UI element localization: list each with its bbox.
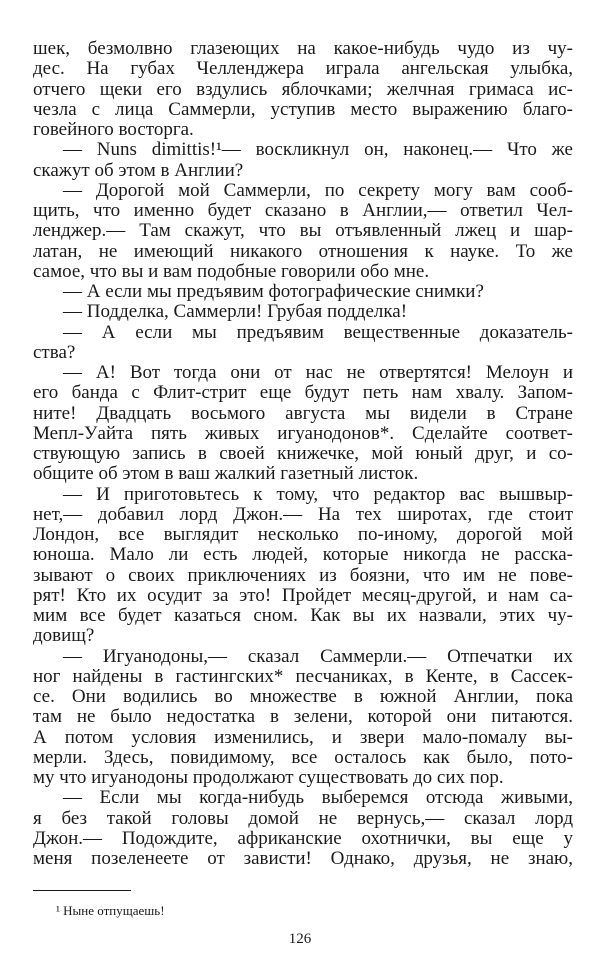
text-line: Джон.— Подождите, африканские охотнички, вы еще у: [33, 828, 573, 849]
text-line: говейного восторга.: [33, 120, 194, 140]
text-line: ствующую запись в своей книжечке, мой юный друг, и со-: [33, 444, 573, 464]
text-line: латан, не имеющий никакого отношения к науке. То же: [33, 241, 573, 262]
text-line: отчего щеки его вздулись яблочками; желчная гримаса ис-: [33, 79, 573, 100]
page-number: 126: [288, 931, 312, 947]
text-line: шек, безмолвно глазеющих на какое-нибудь чудо из чу-: [33, 39, 573, 59]
text-line: — А! Вот тогда они от нас не отвертятся! Мелоун и: [63, 363, 573, 383]
text-line: — Подделка, Саммерли! Грубая подделка!: [63, 302, 408, 323]
text-line: меня позеленеете от зависти! Однако, друзья, не знаю,: [33, 849, 573, 869]
text-line: ства?: [33, 342, 76, 363]
text-line: довищ?: [33, 626, 95, 647]
text-line: чезла с лица Саммерли, уступив место выражению благо-: [33, 99, 573, 120]
text-line: — А если мы предъявим вещественные доказатель-: [63, 322, 573, 343]
text-line: общите об этом в ваш жалкий газетный листок.: [33, 464, 419, 485]
text-line: — А если мы предъявим фотографические снимки?: [63, 282, 484, 302]
text-line: — Nuns dimittis!¹— воскликнул он, наконец.— Что же: [63, 140, 573, 161]
text-line: мерли. Здесь, повидимому, все осталось как было, пото-: [33, 747, 573, 768]
text-line: се. Они водились во множестве в южной Англии, пока: [33, 687, 573, 707]
body-text: [33, 39, 573, 869]
text-line: рят! Кто их осудит за это! Пройдет месяц-другой, и нам са-: [33, 585, 573, 606]
text-line: щить, что именно будет сказано в Англии,— ответил Чел-: [33, 201, 573, 221]
text-line: я без такой головы домой не вернусь,— сказал лорд: [33, 808, 573, 829]
text-line: юноша. Мало ли есть людей, которые никогда не расска-: [33, 545, 573, 566]
text-line: — Если мы когда-нибудь выберемся отсюда живыми,: [63, 788, 573, 809]
text-line: там не было недостатка в зелени, которой они питаются.: [33, 707, 573, 728]
text-line: Мепл-Уайта пять живых игуанодонов*. Сделайте соответ-: [33, 423, 573, 444]
text-line: ните! Двадцать восьмого августа мы видели в Стране: [33, 403, 573, 424]
text-line: Лондон, все выглядит несколько по-иному, дорогой мой: [33, 525, 573, 545]
text-line: А потом условия изменились, и звери мало-помалу вы-: [33, 727, 573, 748]
text-line: его банда с Флит-стрит еще будут петь нам хвалу. Запом-: [33, 383, 573, 404]
text-line: му что игуанодоны продолжают существовать до сих пор.: [33, 768, 504, 788]
text-line: самое, что вы и вам подобные говорили обо мне.: [33, 261, 430, 282]
text-line: — Дорогой мой Саммерли, по секрету могу вам сооб-: [63, 180, 573, 201]
text-line: — И приготовьтесь к тому, что редактор вас вышвыр-: [63, 484, 573, 505]
text-line: нет,— добавил лорд Джон.— На тех широтах, где стоит: [33, 504, 573, 525]
text-line: мим все будет казаться сном. Как вы их назвали, этих чу-: [33, 606, 573, 626]
text-line: дес. На губах Челленджера играла ангельская улыбка,: [33, 59, 573, 80]
text-line: — Игуанодоны,— сказал Саммерли.— Отпечатки их: [63, 646, 573, 667]
text-line: зывают о своих приключениях из боязни, что им не пове-: [33, 565, 573, 586]
text-line: ног найдены в гастингских* песчаниках, в Кенте, в Сассек-: [33, 666, 573, 687]
footnote: ¹ Ныне отпущаешь!: [56, 903, 165, 918]
text-line: ленджер.— Там скажут, что вы отъявленный лжец и шар-: [33, 221, 573, 242]
text-line: скажут об этом в Англии?: [33, 160, 244, 181]
footnote-divider: [33, 890, 131, 891]
